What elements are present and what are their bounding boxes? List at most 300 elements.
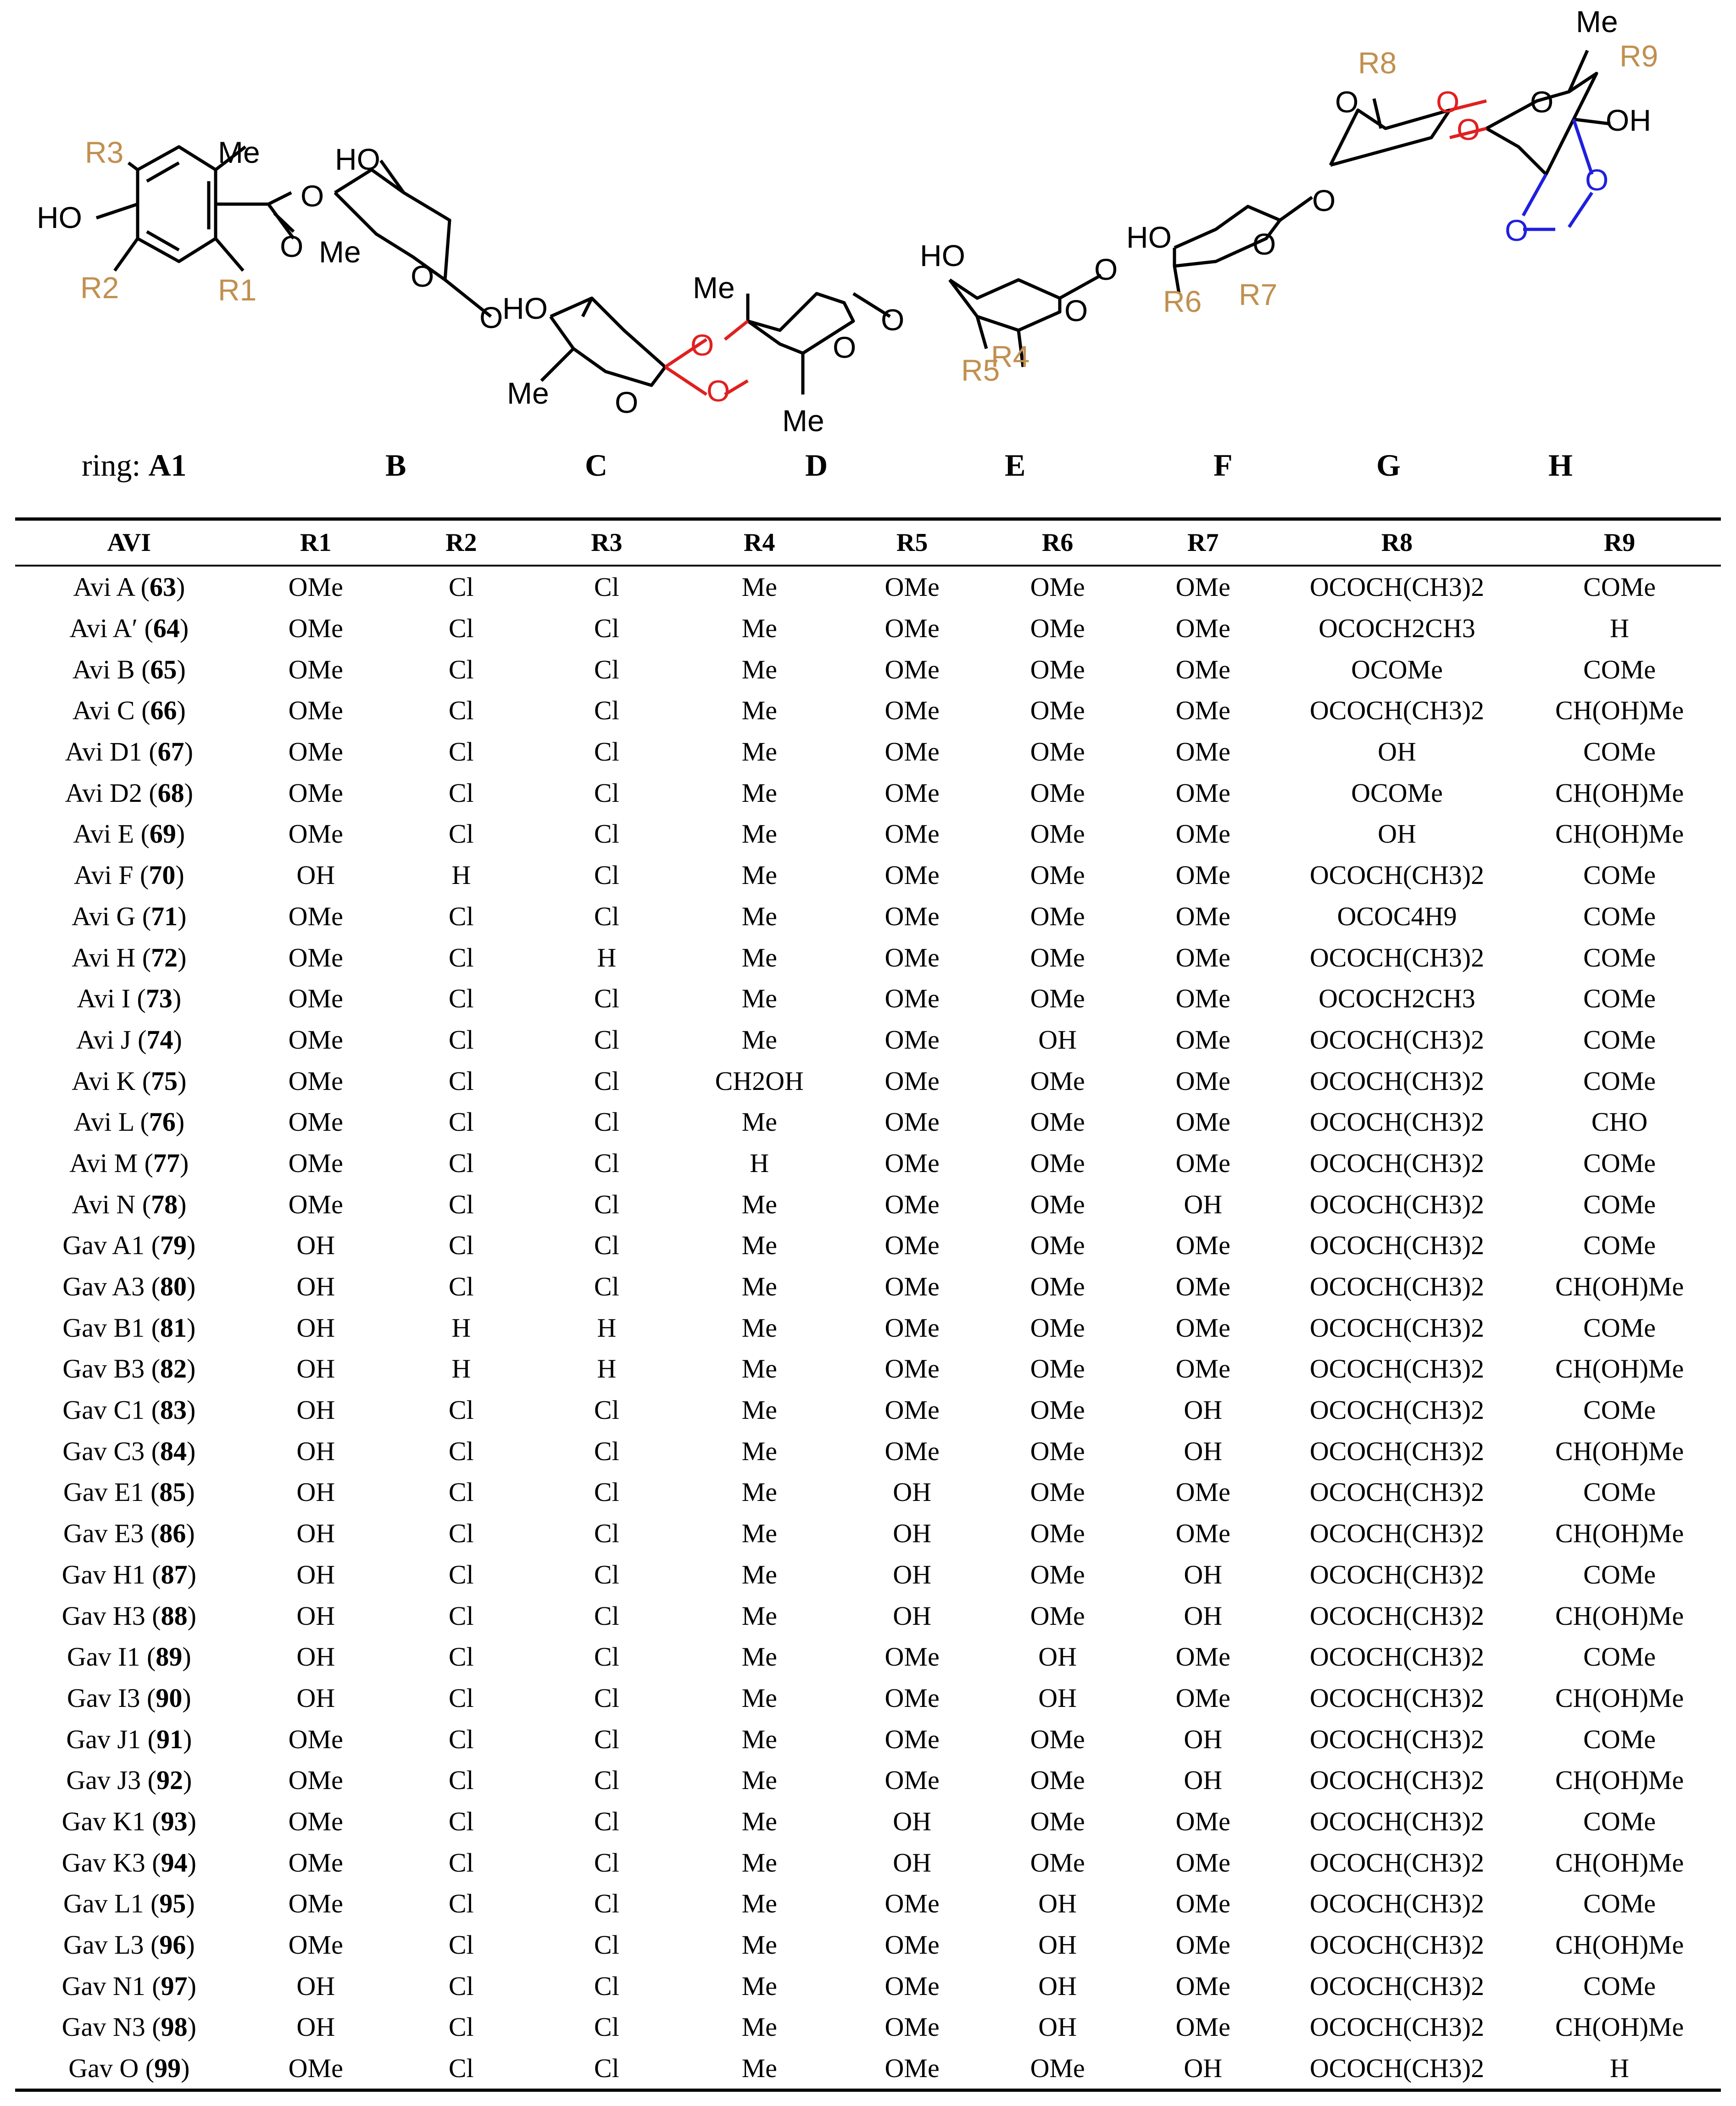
cell-r1: OH	[296, 1436, 335, 1466]
cell-r3: Cl	[594, 1230, 619, 1261]
orthoester-bonds	[665, 101, 1486, 395]
table-row	[15, 855, 1721, 896]
cell-r5: OH	[893, 1518, 932, 1549]
cell-r8: OCOCH(CH3)2	[1309, 1683, 1485, 1713]
cell-r5: OH	[893, 1477, 932, 1507]
compound-number: 72	[151, 942, 178, 972]
cell-r3: Cl	[594, 860, 619, 890]
cell-r8: OCOCH(CH3)2	[1309, 1765, 1485, 1795]
cell-r6: OMe	[1030, 1395, 1085, 1425]
table-row	[15, 566, 1721, 608]
cell-r4: Me	[741, 1889, 777, 1919]
compound-number: 78	[151, 1189, 178, 1219]
cell-r9: H	[1610, 613, 1630, 644]
cell-r6: OH	[1038, 2012, 1077, 2042]
cell-r9: CH(OH)Me	[1555, 1436, 1684, 1466]
header-r8: R8	[1276, 519, 1518, 566]
cell-r1: OMe	[288, 654, 343, 684]
cell-r5: OH	[893, 1600, 932, 1631]
cell-r7: OMe	[1175, 1024, 1230, 1055]
cell-r9: COMe	[1583, 1724, 1656, 1754]
label-r4: R4	[991, 339, 1030, 373]
cell-r9: COMe	[1583, 1066, 1656, 1096]
table-row	[15, 1636, 1721, 1678]
atom-o: O	[1505, 213, 1529, 247]
header-r5: R5	[840, 519, 985, 566]
cell-r3: Cl	[594, 1518, 619, 1549]
table-row	[15, 1430, 1721, 1472]
cell-r2: Cl	[448, 1806, 474, 1836]
ring-label-g: G	[1376, 448, 1401, 483]
cell-r8: OCOCH(CH3)2	[1309, 860, 1485, 890]
compound-number: 81	[160, 1312, 187, 1343]
cell-r4: Me	[741, 1847, 777, 1878]
cell-r6: OMe	[1030, 1477, 1085, 1507]
atom-ho: HO	[1126, 220, 1172, 254]
compound-name: Gav E1 (85)	[63, 1477, 195, 1507]
cell-r5: OH	[893, 1806, 932, 1836]
cell-r7: OH	[1184, 1436, 1223, 1466]
cell-r1: OH	[296, 1230, 335, 1261]
compound-label: Gav E1	[63, 1477, 144, 1507]
table-row	[15, 1718, 1721, 1760]
cell-r4: H	[750, 1148, 769, 1178]
compound-name: Gav J3 (92)	[66, 1765, 192, 1795]
compound-label: Avi F	[74, 860, 134, 890]
cell-r7: OMe	[1175, 613, 1230, 644]
cell-r2: Cl	[448, 1024, 474, 1055]
cell-r8: OCOCH(CH3)2	[1309, 1107, 1485, 1137]
compound-label: Gav I3	[67, 1683, 140, 1713]
cell-r1: OMe	[288, 1148, 343, 1178]
cell-r9: CH(OH)Me	[1555, 2012, 1684, 2042]
compound-name: Gav L3 (96)	[63, 1930, 195, 1960]
cell-r2: Cl	[448, 613, 474, 644]
cell-r4: Me	[741, 1724, 777, 1754]
cell-r7: OMe	[1175, 901, 1230, 931]
cell-r1: OH	[296, 1272, 335, 1302]
atom-o: O	[615, 385, 639, 419]
cell-r8: OCOCH(CH3)2	[1309, 1066, 1485, 1096]
table-row	[15, 1965, 1721, 2006]
compound-number: 96	[159, 1930, 186, 1960]
cell-r2: Cl	[448, 737, 474, 767]
table-row	[15, 1348, 1721, 1389]
cell-r1: OMe	[288, 613, 343, 644]
compound-label: Avi K	[72, 1066, 136, 1096]
table-row	[15, 1760, 1721, 1801]
cell-r1: OMe	[288, 1806, 343, 1836]
cell-r1: OMe	[288, 1189, 343, 1219]
cell-r8: OCOCH(CH3)2	[1309, 1971, 1485, 2001]
cell-r4: Me	[741, 2012, 777, 2042]
compound-label: Gav I1	[67, 1642, 140, 1672]
cell-r7: OH	[1184, 1600, 1223, 1631]
compound-number: 63	[149, 572, 176, 602]
atom-o: O	[1312, 183, 1336, 217]
cell-r4: Me	[741, 860, 777, 890]
atom-o: O	[707, 374, 730, 408]
atom-o: O	[1530, 85, 1554, 119]
table-row	[15, 2006, 1721, 2048]
methylenedioxy-bonds	[1523, 119, 1592, 229]
cell-r6: OMe	[1030, 1847, 1085, 1878]
cell-r3: Cl	[594, 1395, 619, 1425]
cell-r8: OCOCH(CH3)2	[1309, 1806, 1485, 1836]
table-row	[15, 1143, 1721, 1184]
cell-r9: COMe	[1583, 1312, 1656, 1343]
table-row	[15, 1842, 1721, 1883]
compound-number: 84	[160, 1436, 187, 1466]
cell-r9: COMe	[1583, 942, 1656, 972]
header-r9: R9	[1518, 519, 1721, 566]
atom-me: Me	[782, 404, 824, 438]
cell-r1: OMe	[288, 695, 343, 726]
cell-r2: Cl	[448, 1930, 474, 1960]
cell-r6: OMe	[1030, 1436, 1085, 1466]
cell-r3: Cl	[594, 1930, 619, 1960]
table-row	[15, 1678, 1721, 1719]
cell-r3: Cl	[594, 984, 619, 1014]
compound-number: 82	[160, 1354, 187, 1384]
cell-r3: Cl	[594, 2012, 619, 2042]
cell-r1: OH	[296, 1477, 335, 1507]
cell-r5: OMe	[885, 819, 940, 849]
cell-r4: Me	[741, 778, 777, 808]
cell-r5: OMe	[885, 1024, 940, 1055]
cell-r7: OMe	[1175, 572, 1230, 602]
cell-r8: OCOCH(CH3)2	[1309, 1930, 1485, 1960]
cell-r3: Cl	[594, 1683, 619, 1713]
compound-label: Gav H1	[61, 1559, 145, 1589]
cell-r6: OMe	[1030, 1600, 1085, 1631]
cell-r9: COMe	[1583, 1559, 1656, 1589]
cell-r5: OMe	[885, 1683, 940, 1713]
atom-me: Me	[507, 376, 549, 410]
cell-r7: OMe	[1175, 654, 1230, 684]
cell-r5: OMe	[885, 1395, 940, 1425]
cell-r9: CH(OH)Me	[1555, 778, 1684, 808]
cell-r9: COMe	[1583, 1889, 1656, 1919]
cell-r8: OCOCH(CH3)2	[1309, 1312, 1485, 1343]
compound-label: Gav B1	[62, 1312, 145, 1343]
cell-r6: OMe	[1030, 654, 1085, 684]
cell-r8: OCOCH(CH3)2	[1309, 1148, 1485, 1178]
cell-r2: Cl	[448, 1436, 474, 1466]
compound-name: Gav B3 (82)	[62, 1354, 196, 1384]
cell-r1: OMe	[288, 1024, 343, 1055]
cell-r8: OCOCH(CH3)2	[1309, 942, 1485, 972]
cell-r1: OMe	[288, 1847, 343, 1878]
cell-r2: Cl	[448, 1189, 474, 1219]
cell-r8: OCOCH(CH3)2	[1276, 2048, 1518, 2090]
atom-o: O	[881, 303, 905, 337]
cell-r7: OH	[1130, 2048, 1276, 2090]
compound-number: 79	[160, 1230, 187, 1261]
compound-label: Gav C3	[62, 1436, 145, 1466]
cell-r9: CH(OH)Me	[1555, 1600, 1684, 1631]
cell-r6: OMe	[1030, 1189, 1085, 1219]
compound-name: Gav H3 (88)	[61, 1600, 196, 1631]
table-row	[15, 1307, 1721, 1348]
header-r7: R7	[1130, 519, 1276, 566]
atom-o: O	[1094, 252, 1118, 286]
cell-r9: COMe	[1583, 901, 1656, 931]
compound-label: Avi E	[73, 819, 134, 849]
header-r3: R3	[534, 519, 679, 566]
atom-o: O	[1335, 85, 1359, 119]
compound-label: Avi M	[69, 1148, 138, 1178]
cell-r9: COMe	[1583, 1477, 1656, 1507]
cell-r7: OMe	[1175, 1107, 1230, 1137]
cell-r4: Me	[741, 1806, 777, 1836]
compound-number: 70	[149, 860, 176, 890]
compound-label: Avi H	[72, 942, 136, 972]
cell-r7: OMe	[1175, 1148, 1230, 1178]
substituent-labels	[80, 39, 1658, 387]
cell-r2: Cl	[448, 1148, 474, 1178]
table-row	[15, 1924, 1721, 1966]
label-r6: R6	[1163, 284, 1202, 318]
table-row	[15, 1184, 1721, 1225]
cell-r5: OMe	[885, 1889, 940, 1919]
cell-r6: OMe	[1030, 1107, 1085, 1137]
cell-r2: Cl	[448, 1847, 474, 1878]
cell-r8: OCOCH(CH3)2	[1309, 1189, 1485, 1219]
cell-r4: Me	[741, 942, 777, 972]
compound-number: 95	[159, 1889, 186, 1919]
header-r6: R6	[985, 519, 1130, 566]
cell-r9: CH(OH)Me	[1555, 819, 1684, 849]
ring-label-f: F	[1213, 448, 1233, 483]
compound-label: Gav N1	[61, 1971, 145, 2001]
cell-r3: Cl	[594, 613, 619, 644]
cell-r7: OMe	[1175, 1312, 1230, 1343]
cell-r5: OMe	[885, 1272, 940, 1302]
cell-r3: H	[597, 1312, 617, 1343]
cell-r2: Cl	[448, 1600, 474, 1631]
cell-r7: OMe	[1175, 1806, 1230, 1836]
cell-r8: OCOCH(CH3)2	[1309, 1600, 1485, 1631]
compound-name: Avi G (71)	[72, 901, 187, 931]
cell-r7: OH	[1184, 1395, 1223, 1425]
compound-number: 71	[151, 901, 178, 931]
cell-r8: OCOCH(CH3)2	[1309, 695, 1485, 726]
cell-r9: CH(OH)Me	[1555, 1518, 1684, 1549]
cell-r9: COMe	[1583, 737, 1656, 767]
compound-number: 97	[161, 1971, 188, 2001]
cell-r7: OMe	[1175, 1930, 1230, 1960]
compound-name: Gav K3 (94)	[61, 1847, 196, 1878]
cell-r4: Me	[741, 1354, 777, 1384]
ring-label-c: C	[585, 448, 608, 483]
cell-r1: OMe	[243, 2048, 389, 2090]
atom-o: O	[411, 259, 434, 293]
compound-name: Gav K1 (93)	[61, 1806, 196, 1836]
cell-r3: Cl	[594, 1272, 619, 1302]
atom-ho: HO	[920, 239, 965, 272]
cell-r6: OMe	[1030, 737, 1085, 767]
cell-r7: OMe	[1175, 1354, 1230, 1384]
cell-r5: OMe	[885, 1148, 940, 1178]
cell-r2: Cl	[448, 1230, 474, 1261]
compound-label: Avi A	[73, 572, 134, 602]
cell-r5: OMe	[885, 613, 940, 644]
cell-r5: OMe	[885, 1189, 940, 1219]
cell-r4: Me	[741, 613, 777, 644]
compound-number: 98	[161, 2012, 188, 2042]
cell-r1: OMe	[288, 984, 343, 1014]
cell-r8: OCOCH(CH3)2	[1309, 1354, 1485, 1384]
cell-r4: Me	[741, 695, 777, 726]
cell-r6: OH	[1038, 1971, 1077, 2001]
compound-number: 87	[161, 1559, 188, 1589]
compound-label: Avi B	[72, 654, 135, 684]
cell-r1: OH	[296, 2012, 335, 2042]
compound-name: Gav B1 (81)	[62, 1312, 196, 1343]
atom-me: Me	[319, 235, 361, 269]
compound-label: Gav E3	[63, 1518, 144, 1549]
cell-r2: Cl	[448, 695, 474, 726]
atom-o: O	[1436, 85, 1460, 119]
cell-r6: OH	[1038, 1683, 1077, 1713]
cell-r7: OMe	[1175, 1272, 1230, 1302]
compound-label: Avi L	[73, 1107, 134, 1137]
cell-r2: Cl	[448, 1765, 474, 1795]
cell-r3: Cl	[594, 901, 619, 931]
compound-number: 69	[149, 819, 176, 849]
cell-r3: Cl	[594, 1765, 619, 1795]
cell-r1: OMe	[288, 819, 343, 849]
compound-label: Gav K3	[61, 1847, 145, 1878]
cell-r8: OCOCH(CH3)2	[1309, 1272, 1485, 1302]
compound-number: 89	[156, 1642, 183, 1672]
table-row	[15, 1101, 1721, 1143]
cell-r1: OMe	[288, 1765, 343, 1795]
ring-label-e: E	[1005, 448, 1026, 483]
cell-r9: CH(OH)Me	[1555, 1272, 1684, 1302]
cell-r2: Cl	[448, 1889, 474, 1919]
cell-r7: OH	[1184, 1189, 1223, 1219]
cell-r4: Me	[741, 1107, 777, 1137]
cell-r7: OMe	[1175, 1477, 1230, 1507]
cell-r4: Me	[741, 1189, 777, 1219]
atom-o: O	[833, 330, 857, 364]
cell-r9: CH(OH)Me	[1555, 695, 1684, 726]
cell-r4: Me	[741, 1642, 777, 1672]
cell-r1: OH	[296, 1600, 335, 1631]
ring-label-b: B	[385, 448, 406, 483]
compound-number: 74	[146, 1024, 173, 1055]
cell-r7: OMe	[1175, 737, 1230, 767]
ring-label-a1: ring: A1	[82, 448, 187, 483]
cell-r1: OMe	[288, 1107, 343, 1137]
cell-r2: Cl	[448, 819, 474, 849]
cell-r4: Me	[741, 1477, 777, 1507]
header-r4: R4	[679, 519, 840, 566]
compound-label: Gav B3	[62, 1354, 145, 1384]
cell-r4: CH2OH	[715, 1066, 804, 1096]
cell-r9: H	[1518, 2048, 1721, 2090]
cell-r8: OCOCH(CH3)2	[1309, 1024, 1485, 1055]
cell-r2: Cl	[448, 984, 474, 1014]
table-row	[15, 1595, 1721, 1636]
cell-r5: OMe	[885, 2012, 940, 2042]
header-avi: AVI	[15, 519, 243, 566]
cell-r6: OMe	[1030, 1806, 1085, 1836]
cell-r3: Cl	[594, 1477, 619, 1507]
cell-r5: OMe	[885, 1312, 940, 1343]
cell-r1: OMe	[288, 901, 343, 931]
cell-r2: Cl	[448, 1971, 474, 2001]
atom-o: O	[690, 328, 714, 362]
atom-oh: OH	[1606, 103, 1651, 137]
cell-r3: Cl	[594, 1066, 619, 1096]
atom-ho: HO	[502, 291, 548, 325]
compound-number: 91	[156, 1724, 183, 1754]
compound-number: 93	[161, 1806, 188, 1836]
cell-r1: OMe	[288, 1930, 343, 1960]
cell-r1: OMe	[288, 942, 343, 972]
cell-r3: Cl	[594, 1024, 619, 1055]
cell-r7: OMe	[1175, 1642, 1230, 1672]
cell-r6: OMe	[1030, 1312, 1085, 1343]
cell-r5: OH	[893, 1847, 932, 1878]
atom-ho: HO	[335, 142, 380, 176]
cell-r6: OMe	[1030, 1148, 1085, 1178]
table-row	[15, 1513, 1721, 1554]
cell-r9: CHO	[1591, 1107, 1648, 1137]
compound-label: Avi D1	[65, 737, 142, 767]
cell-r3: Cl	[594, 1436, 619, 1466]
cell-r7: OMe	[1175, 1066, 1230, 1096]
cell-r8: OCOCH(CH3)2	[1309, 1889, 1485, 1919]
cell-r6: OH	[1038, 1024, 1077, 1055]
cell-r8: OH	[1378, 819, 1416, 849]
cell-r9: COMe	[1583, 1395, 1656, 1425]
compound-name: Gav N1 (97)	[61, 1971, 196, 2001]
cell-r3: Cl	[594, 1889, 619, 1919]
cell-r4: Me	[741, 1971, 777, 2001]
compound-label: Gav H3	[61, 1600, 145, 1631]
compound-name: Avi D2 (68)	[65, 778, 193, 808]
cell-r1: OMe	[288, 778, 343, 808]
cell-r7: OH	[1184, 1765, 1223, 1795]
cell-r7: OH	[1184, 1724, 1223, 1754]
compound-name: Avi E (69)	[73, 819, 185, 849]
cell-r7: OMe	[1175, 2012, 1230, 2042]
cell-r3: Cl	[594, 819, 619, 849]
atom-me: Me	[218, 135, 260, 169]
compound-name: Gav I3 (90)	[67, 1683, 191, 1713]
table-row	[15, 2048, 1721, 2090]
cell-r5: OMe	[885, 984, 940, 1014]
cell-r4: Me	[741, 1395, 777, 1425]
cell-r2: H	[451, 860, 471, 890]
cell-r4: Me	[741, 984, 777, 1014]
cell-r8: OCOCH(CH3)2	[1309, 1395, 1485, 1425]
cell-r1: OH	[296, 1395, 335, 1425]
compound-number: 92	[156, 1765, 183, 1795]
compound-label: Avi J	[76, 1024, 131, 1055]
compound-label: Avi I	[77, 984, 131, 1014]
table-row	[15, 1472, 1721, 1513]
cell-r6: OMe	[1030, 819, 1085, 849]
cell-r1: OMe	[288, 1066, 343, 1096]
cell-r5: OMe	[885, 1642, 940, 1672]
cell-r4: Me	[741, 1518, 777, 1549]
cell-r5: OMe	[885, 1971, 940, 2001]
